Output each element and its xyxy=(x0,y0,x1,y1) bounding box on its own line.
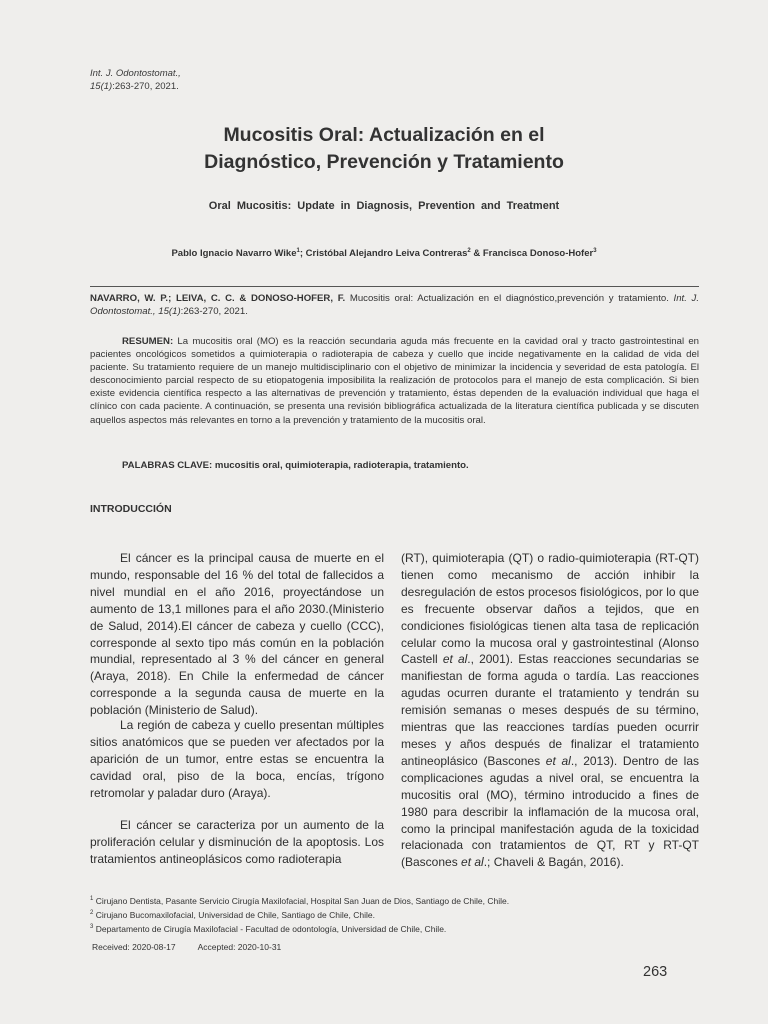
citation-title: Mucositis oral: Actualización en el diagnóstico,prevención y tratamiento. xyxy=(345,293,674,304)
page-number: 263 xyxy=(643,964,668,980)
english-title: Oral Mucositis: Update in Diagnosis, Prevention and Treatment xyxy=(208,200,560,212)
author-separator: ; xyxy=(299,248,306,260)
paragraph-3: El cáncer se caracteriza por un aumento de la proliferación celular y disminución de la apoptosis. Los tratamientos antineoplásicos como radioterapia xyxy=(90,818,384,866)
journal-reference xyxy=(90,67,181,93)
paragraph-2: La región de cabeza y cuello presentan múltiples sitios anatómicos que se pueden ver afectados por la aparición de un tumor, entre estas se encuentra la cavidad oral, piso de la boca, encías, trígono retromolar y paladar duro (Araya). xyxy=(90,718,384,800)
footnote-number: 1 xyxy=(90,896,94,902)
article-title xyxy=(90,122,678,176)
footnote-number: 2 xyxy=(90,909,94,916)
title-line-1: Mucositis Oral: Actualización en el xyxy=(223,124,545,146)
abstract-text: La mucositis oral (MO) es la reacción secundaria aguda más frecuente en la cavidad oral y tracto gastrointestinal en pacientes oncológicos sometidos a quimioterapia o radioterapia de cabeza y cuello que incide negativamente en la calidad de vida del paciente. Su tratamiento requiere de un manejo multidisciplinario con el objetivo de minimizar la incidencia y severidad de esta patología. El desconocimiento parcial respecto de su etiopatogenia imposibilita la realización de protocolos para el manejo de esta complicación. Si bien existe evidencia científica respecto a las alternativas de prevención y tratamiento, éstas dependen de la evaluación individual que haga el clínico con cada paciente. A continuación, se presenta una revisión bibliográfica actualizada de la literatura científica publicada y se discuten aquellos aspectos más relevantes en torno a la prevención y tratamiento de la mucositis oral. xyxy=(90,336,699,426)
received-date: Received: 2020-08-17 xyxy=(92,942,176,952)
et-al: et al xyxy=(545,753,571,768)
header-divider xyxy=(90,286,699,287)
keywords: PALABRAS CLAVE: mucositis oral, quimioterapia, radioterapia, tratamiento. xyxy=(122,460,469,471)
abstract-label: RESUMEN: xyxy=(122,336,174,347)
text-run: ., 2013). Dentro de las complicaciones agudas a nivel oral, se encuentra la mucositis oral (MO), término introducido a fines de 1980 para describir la inflamación de la mucosa oral, como la principal manifestación aguda de la toxicidad relacionada con tratamientos de QT, RT y RT-QT (Bascones xyxy=(401,753,699,870)
section-heading: INTRODUCCIÓN xyxy=(90,503,172,515)
accepted-date: Accepted: 2020-10-31 xyxy=(197,942,282,952)
author-2-affiliation: 2 xyxy=(467,248,471,254)
footnote-text: Departamento de Cirugía Maxilofacial - Facultad de odontología, Universidad de Chile, Chile. xyxy=(93,923,447,934)
author-list xyxy=(90,248,678,259)
paragraph-1: El cáncer es la principal causa de muerte en el mundo, responsable del 16 % del total de fallecidos a nivel mundial en el año 2016, proyectándose un aumento de 13,1 millones para el año 2030.(Ministerio de Salud, 2014).El cáncer de cabeza y cuello (CCC), corresponde al sexto tipo más común en la población mundial, representado al 3 % del cáncer en general (Araya, 2018). En Chile la enfermedad de cáncer corresponde a la segunda causa de muerte en la población (Ministerio de Salud). xyxy=(90,551,384,718)
journal-volume: 15(1) xyxy=(90,81,113,92)
footnote-2 xyxy=(90,907,509,921)
author-separator: & xyxy=(470,248,483,260)
footnotes xyxy=(90,893,509,934)
author-2: Cristóbal Alejandro Leiva Contreras xyxy=(305,248,468,260)
text-run: .; Chaveli & Bagán, 2016). xyxy=(483,855,624,870)
citation-pages: :263-270, 2021. xyxy=(180,306,248,318)
journal-name: Int. J. Odontostomat., xyxy=(90,68,181,79)
author-3: Francisca Donoso-Hofer xyxy=(482,248,594,260)
footnote-1 xyxy=(90,893,509,907)
author-1-affiliation: 1 xyxy=(296,248,300,254)
et-al: et al xyxy=(442,652,468,667)
citation xyxy=(90,292,699,318)
footnote-text: Cirujano Dentista, Pasante Servicio Cirugía Maxilofacial, Hospital San Juan de Dios, Santiago de Chile, Chile. xyxy=(93,895,510,906)
footnote-text: Cirujano Bucomaxilofacial, Universidad de Chile, Santiago de Chile, Chile. xyxy=(93,909,375,920)
title-line-2: Diagnóstico, Prevención y Tratamiento xyxy=(204,151,564,173)
text-run: ., 2001). Estas reacciones secundarias se manifiestan de forma aguda o tardía. Las reacciones agudas ocurren durante el tratamiento y tendrán su remisión semanas o meses después de su término, mientras que las reacciones tardías pueden ocurrir meses y años después de finalizar el tratamiento antineoplásico (Bascones xyxy=(401,652,699,768)
citation-journal: Int. J. Odontostomat., 15(1) xyxy=(90,293,699,318)
author-1: Pablo Ignacio Navarro Wike xyxy=(171,248,297,260)
text-run: (RT), quimioterapia (QT) o radio-quimioterapia (RT-QT) tienen como mecanismo de acción inhibir la desregulación de estos procesos fisiológicos, por lo que es frecuente observar daños a tejidos, que en condiciones fisiológicas tienen alta tasa de replicación celular como la mucosa oral y gastrointestinal (Alonso Castell xyxy=(401,551,699,667)
citation-authors: NAVARRO, W. P.; LEIVA, C. C. & DONOSO-HOFER, F. xyxy=(90,293,346,304)
author-3-affiliation: 3 xyxy=(593,248,597,254)
journal-pages: :263-270, 2021. xyxy=(112,81,179,92)
footnote-number: 3 xyxy=(90,923,94,930)
right-column-paragraph xyxy=(401,550,699,871)
et-al: et al xyxy=(461,855,484,870)
submission-dates xyxy=(92,942,281,952)
abstract xyxy=(90,335,699,427)
footnote-3 xyxy=(90,921,509,935)
